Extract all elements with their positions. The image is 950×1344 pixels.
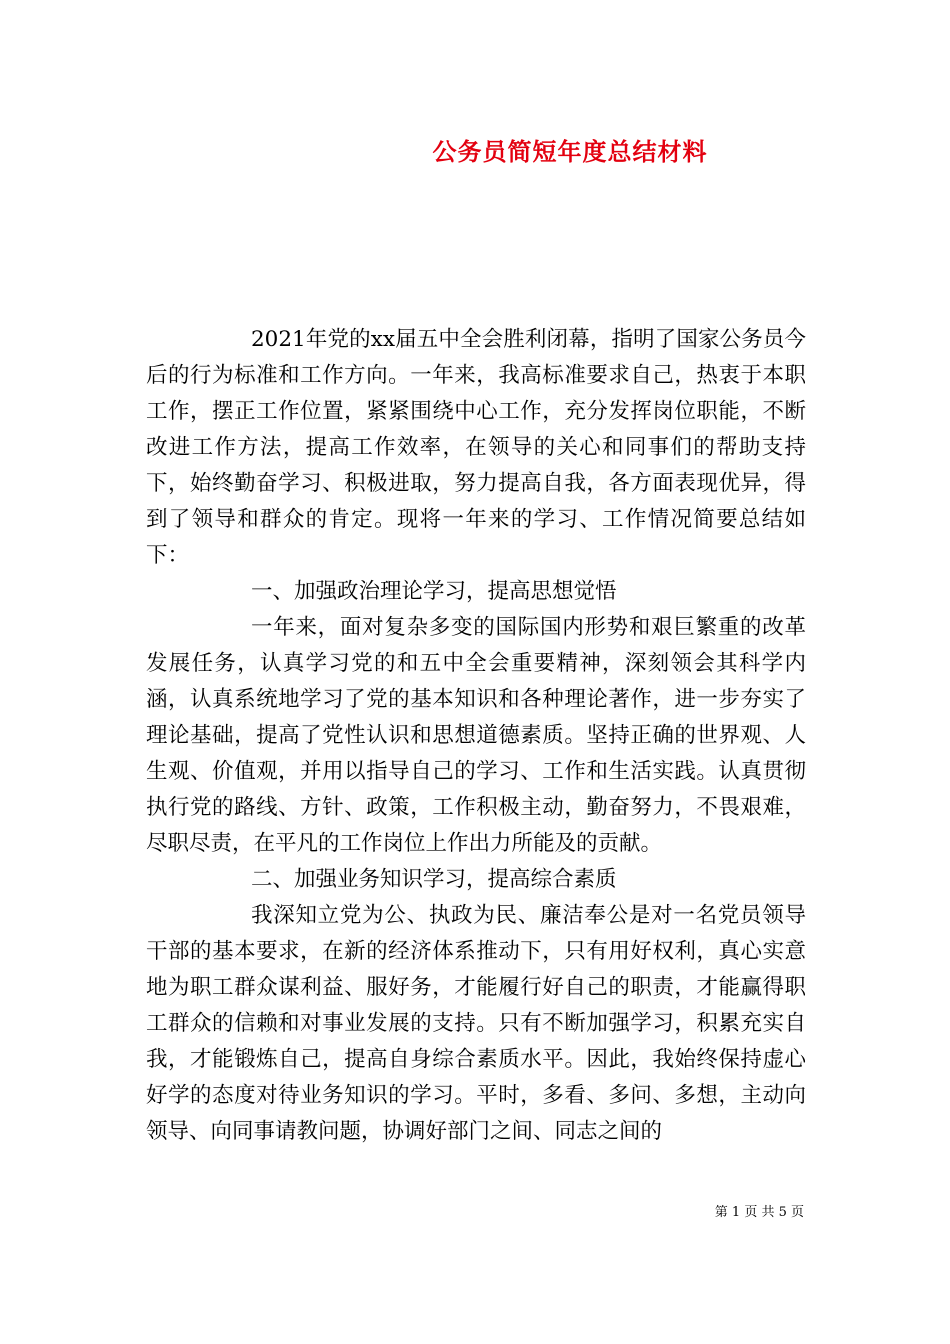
document-body xyxy=(146,322,806,1150)
paragraph-section-1: 一年来，面对复杂多变的国际国内形势和艰巨繁重的改革发展任务，认真学习党的和五中全会重要精神，深刻领会其科学内涵，认真系统地学习了党的基本知识和各种理论著作，进一步夯实了理论基础，提高了党性认识和思想道德素质。坚持正确的世界观、人生观、价值观，并用以指导自己的学习、工作和生活实践。认真贯彻执行党的路线、方针、政策，工作积极主动，勤奋努力，不畏艰难，尽职尽责，在平凡的工作岗位上作出力所能及的贡献。 xyxy=(146,615,806,856)
paragraph-section-2: 我深知立党为公、执政为民、廉洁奉公是对一名党员领导干部的基本要求，在新的经济体系推动下，只有用好权利，真心实意地为职工群众谋利益、服好务，才能履行好自己的职责，才能赢得职工群众的信赖和对事业发展的支持。只有不断加强学习，积累充实自我，才能锻炼自己，提高自身综合素质水平。因此，我始终保持虚心好学的态度对待业务知识的学习。平时，多看、多问、多想，主动向领导、向同事请教问题，协调好部门之间、同志之间的 xyxy=(146,903,806,1144)
paragraph-intro: 2021年党的xx届五中全会胜利闭幕，指明了国家公务员今后的行为标准和工作方向。一年来，我高标准要求自己，热衷于本职工作，摆正工作位置，紧紧围绕中心工作，充分发挥岗位职能，不断改进工作方法，提高工作效率，在领导的关心和同事们的帮助支持下，始终勤奋学习、积极进取，努力提高自我，各方面表现优异，得到了领导和群众的肯定。现将一年来的学习、工作情况简要总结如下： xyxy=(146,327,806,568)
section-heading-2: 二、加强业务知识学习，提高综合素质 xyxy=(251,867,617,892)
page-number-footer: 第 1 页 共 5 页 xyxy=(714,1205,804,1220)
document-title: 公务员简短年度总结材料 xyxy=(432,138,708,166)
section-heading-1: 一、加强政治理论学习，提高思想觉悟 xyxy=(251,579,617,604)
